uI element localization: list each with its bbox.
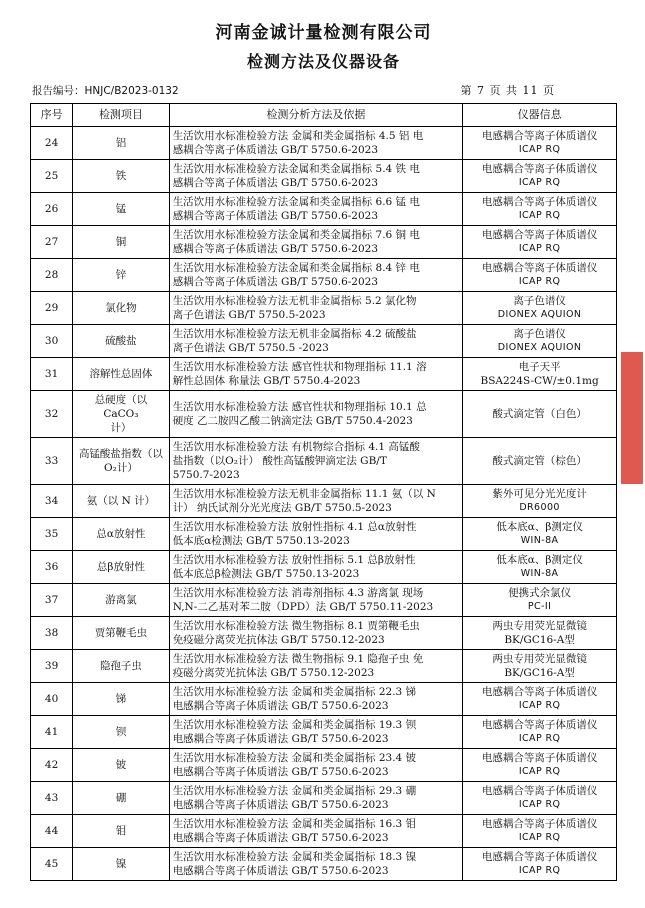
table-body: [31, 127, 617, 881]
text-line: ICAP RQ: [518, 766, 561, 777]
text-line: 锰: [115, 203, 127, 215]
text-line: 两虫专用荧光显微镜: [492, 653, 587, 665]
text-line: 生活饮用水标准检验方法无机非金属指标 4.2 硫酸盐: [172, 328, 417, 340]
test-item: [73, 127, 169, 160]
text-line: 盐指数（以O₂计） 酸性高锰酸钾滴定法 GB/T: [172, 455, 387, 467]
row-index: 41: [31, 716, 73, 749]
table-row: [31, 848, 617, 881]
text-line: 电感耦合等离子体质谱仪: [481, 719, 598, 731]
text-line: DIONEX AQUION: [497, 309, 582, 320]
text-line: 紫外可见分光光度计: [492, 488, 587, 500]
company-title: 河南金诚计量检测有限公司: [215, 23, 432, 43]
text-line: 铝: [115, 137, 127, 149]
text-line: WIN-8A: [520, 535, 559, 546]
text-line: ICAP RQ: [518, 210, 561, 221]
text-line: 生活饮用水标准检验方法 金属和类金属指标 19.3 钡: [172, 719, 417, 731]
table-row: [31, 716, 617, 749]
text-line: BK/GC16-A型: [504, 667, 575, 679]
test-method: [169, 518, 463, 551]
text-line: ICAP RQ: [518, 144, 561, 155]
text-line: 离子色谱法 GB/T 5750.5 -2023: [172, 342, 329, 354]
row-index: 35: [31, 518, 73, 551]
text-line: 氯化物: [105, 302, 137, 314]
text-line: 生活饮用水标准检验方法 微生物指标 8.1 贾第鞭毛虫: [172, 620, 420, 632]
red-seal-mark: [621, 352, 643, 484]
test-method: [169, 782, 463, 815]
row-index: 42: [31, 749, 73, 782]
text-line: 电感耦合等离子体质谱仪: [481, 851, 598, 863]
table-row: [31, 160, 617, 193]
text-line: ICAP RQ: [518, 799, 561, 810]
instrument-info: [463, 193, 617, 226]
text-line: 生活饮用水标准检验方法 微生物指标 9.1 隐孢子虫 免: [172, 653, 424, 665]
text-line: 免疫磁分离荧光抗体法 GB/T 5750.12-2023: [172, 634, 385, 646]
text-line: 镍: [115, 858, 127, 870]
test-item: [73, 160, 169, 193]
test-item: [73, 848, 169, 881]
row-index: 27: [31, 226, 73, 259]
text-line: 电感耦合等离子体质谱法 GB/T 5750.6-2023: [172, 799, 389, 811]
text-line: WIN-8A: [520, 568, 559, 579]
table-row: [31, 650, 617, 683]
text-line: 低本底α、β测定仪: [496, 554, 583, 566]
instrument-info: [463, 485, 617, 518]
test-item: [73, 193, 169, 226]
text-line: ICAP RQ: [518, 243, 561, 254]
text-line: 生活饮用水标准检验方法 金属和类金属指标 23.4 铍: [172, 752, 417, 764]
test-item: [73, 551, 169, 584]
text-line: 钼: [115, 825, 127, 837]
text-line: 感耦合等离子体质谱法 GB/T 5750.6-2023: [172, 243, 379, 255]
text-line: 电感耦合等离子体质谱法 GB/T 5750.6-2023: [172, 733, 389, 745]
instrument-info: [463, 160, 617, 193]
table-row: [31, 749, 617, 782]
test-item: [73, 749, 169, 782]
table-row: [31, 518, 617, 551]
text-line: 生活饮用水标准检验方法 消毒剂指标 4.3 游离氯 现场: [172, 587, 424, 599]
row-index: 45: [31, 848, 73, 881]
text-line: 疫磁分离荧光抗体法 GB/T 5750.12-2023: [172, 667, 375, 679]
text-line: ICAP RQ: [518, 177, 561, 188]
table-row: [31, 617, 617, 650]
table-row: [31, 127, 617, 160]
test-method: [169, 815, 463, 848]
text-line: 低本底α检测法 GB/T 5750.13-2023: [172, 535, 350, 547]
instrument-info: [463, 391, 617, 438]
table-row: [31, 193, 617, 226]
test-method: [169, 848, 463, 881]
row-index: 40: [31, 683, 73, 716]
text-line: 隐孢子虫: [99, 660, 142, 672]
instrument-info: [463, 551, 617, 584]
text-line: ICAP RQ: [518, 700, 561, 711]
text-line: 生活饮用水标准检验方法金属和类金属指标 8.4 锌 电: [172, 262, 420, 274]
text-line: 电感耦合等离子体质谱仪: [481, 229, 598, 241]
test-item: [73, 358, 169, 391]
text-line: 电感耦合等离子体质谱法 GB/T 5750.6-2023: [172, 865, 389, 877]
text-line: 生活饮用水标准检验方法 金属和类金属指标 29.3 硼: [172, 785, 417, 797]
row-index: 44: [31, 815, 73, 848]
column-header-instrument: 仪器信息: [463, 104, 617, 127]
text-line: 电感耦合等离子体质谱仪: [481, 130, 598, 142]
text-line: 锑: [115, 693, 127, 705]
text-line: 5750.7-2023: [172, 469, 240, 481]
row-index: 33: [31, 438, 73, 485]
test-item: [73, 226, 169, 259]
text-line: 溶解性总固体: [89, 368, 153, 380]
test-method: [169, 584, 463, 617]
text-line: 离子色谱法 GB/T 5750.5-2023: [172, 309, 326, 321]
instrument-info: [463, 325, 617, 358]
text-line: 生活饮用水标准检验方法 金属和类金属指标 4.5 铝 电: [172, 130, 424, 142]
test-item: [73, 617, 169, 650]
text-line: 电感耦合等离子体质谱仪: [481, 785, 598, 797]
text-line: BSA224S-CW/±0.1mg: [480, 375, 599, 387]
test-item: [73, 259, 169, 292]
test-item: [73, 518, 169, 551]
instrument-info: [463, 127, 617, 160]
test-method: [169, 259, 463, 292]
test-method: [169, 226, 463, 259]
test-item: [73, 716, 169, 749]
instrument-info: [463, 518, 617, 551]
row-index: 26: [31, 193, 73, 226]
text-line: 硬度 乙二胺四乙酸二钠滴定法 GB/T 5750.4-2023: [172, 415, 413, 427]
text-line: 计）: [110, 422, 132, 434]
text-line: 离子色谱仪: [513, 295, 566, 307]
text-line: 总β放射性: [96, 561, 145, 573]
test-method: [169, 716, 463, 749]
table-header-row: [31, 104, 617, 127]
table-row: [31, 358, 617, 391]
text-line: 生活饮用水标准检验方法金属和类金属指标 7.6 铜 电: [172, 229, 420, 241]
test-method: [169, 391, 463, 438]
table-row: [31, 391, 617, 438]
test-method: [169, 160, 463, 193]
column-header-method: 检测分析方法及依据: [169, 104, 463, 127]
text-line: 感耦合等离子体质谱法 GB/T 5750.6-2023: [172, 210, 379, 222]
row-index: 24: [31, 127, 73, 160]
text-line: N,N-二乙基对苯二胺（DPD）法 GB/T 5750.11-2023: [172, 601, 434, 613]
test-item: [73, 438, 169, 485]
text-line: DIONEX AQUION: [497, 342, 582, 353]
instrument-info: [463, 716, 617, 749]
text-line: 生活饮用水标准检验方法 放射性指标 5.1 总β放射性: [172, 554, 416, 566]
methods-table: [30, 103, 617, 881]
text-line: 生活饮用水标准检验方法金属和类金属指标 5.4 铁 电: [172, 163, 420, 175]
text-line: 生活饮用水标准检验方法 放射性指标 4.1 总α放射性: [172, 521, 417, 533]
table-row: [31, 584, 617, 617]
text-line: 计） 纳氏试剂分光光度法 GB/T 5750.5-2023: [172, 502, 392, 514]
text-line: 电感耦合等离子体质谱法 GB/T 5750.6-2023: [172, 832, 389, 844]
row-index: 39: [31, 650, 73, 683]
column-header-no: 序号: [31, 104, 73, 127]
row-index: 37: [31, 584, 73, 617]
instrument-info: [463, 292, 617, 325]
report-meta: [32, 84, 615, 98]
text-line: 低本底α、β测定仪: [496, 521, 583, 533]
text-line: 钡: [115, 726, 127, 738]
text-line: ICAP RQ: [518, 832, 561, 843]
test-method: [169, 485, 463, 518]
text-line: 氨（以 N 计）: [86, 495, 156, 507]
row-index: 31: [31, 358, 73, 391]
text-line: BK/GC16-A型: [504, 634, 575, 646]
text-line: 生活饮用水标准检验方法 金属和类金属指标 16.3 钼: [172, 818, 417, 830]
row-index: 25: [31, 160, 73, 193]
table-row: [31, 438, 617, 485]
text-line: 铍: [115, 759, 127, 771]
instrument-info: [463, 749, 617, 782]
text-line: 生活饮用水标准检验方法 金属和类金属指标 22.3 锑: [172, 686, 417, 698]
row-index: 34: [31, 485, 73, 518]
text-line: 生活饮用水标准检验方法 有机物综合指标 4.1 高锰酸: [172, 441, 420, 453]
column-header-item: 检测项目: [73, 104, 169, 127]
text-line: 硫酸盐: [105, 335, 137, 347]
test-method: [169, 292, 463, 325]
text-line: 电感耦合等离子体质谱仪: [481, 262, 598, 274]
test-item: [73, 650, 169, 683]
test-method: [169, 683, 463, 716]
test-method: [169, 358, 463, 391]
row-index: 36: [31, 551, 73, 584]
text-line: 生活饮用水标准检验方法无机非金属指标 5.2 氯化物: [172, 295, 417, 307]
text-line: 电感耦合等离子体质谱仪: [481, 196, 598, 208]
text-line: 硼: [115, 792, 127, 804]
text-line: 感耦合等离子体质谱法 GB/T 5750.6-2023: [172, 144, 379, 156]
text-line: 总α放射性: [96, 528, 146, 540]
instrument-info: [463, 617, 617, 650]
text-line: 铁: [115, 170, 127, 182]
text-line: 电感耦合等离子体质谱法 GB/T 5750.6-2023: [172, 766, 389, 778]
test-method: [169, 325, 463, 358]
text-line: 铜: [115, 236, 127, 248]
test-item: [73, 815, 169, 848]
text-line: 生活饮用水标准检验方法金属和类金属指标 6.6 锰 电: [172, 196, 420, 208]
test-item: [73, 782, 169, 815]
instrument-info: [463, 438, 617, 485]
test-item: [73, 325, 169, 358]
table-row: [31, 782, 617, 815]
table-row: [31, 485, 617, 518]
text-line: 锌: [115, 269, 127, 281]
text-line: 解性总固体 称量法 GB/T 5750.4-2023: [172, 375, 361, 387]
test-item: [73, 485, 169, 518]
text-line: 酸式滴定管（棕色）: [492, 455, 587, 467]
text-line: 生活饮用水标准检验方法无机非金属指标 11.1 氨（以 N: [172, 488, 436, 500]
text-line: PC-II: [527, 601, 552, 612]
test-item: [73, 683, 169, 716]
instrument-info: [463, 650, 617, 683]
text-line: ICAP RQ: [518, 733, 561, 744]
instrument-info: [463, 815, 617, 848]
page-number: 第 7 页 共 11 页: [460, 84, 555, 97]
row-index: 29: [31, 292, 73, 325]
text-line: DR6000: [519, 502, 560, 513]
text-line: 两虫专用荧光显微镜: [492, 620, 587, 632]
text-line: 电感耦合等离子体质谱法 GB/T 5750.6-2023: [172, 700, 389, 712]
instrument-info: [463, 584, 617, 617]
text-line: 生活饮用水标准检验方法 感官性状和物理指标 10.1 总: [172, 401, 427, 413]
text-line: 离子色谱仪: [513, 328, 566, 340]
test-method: [169, 749, 463, 782]
table-row: [31, 292, 617, 325]
test-item: [73, 584, 169, 617]
test-method: [169, 551, 463, 584]
text-line: 感耦合等离子体质谱法 GB/T 5750.6-2023: [172, 177, 379, 189]
text-line: 便携式余氯仪: [508, 587, 572, 599]
instrument-info: [463, 848, 617, 881]
text-line: 电感耦合等离子体质谱仪: [481, 752, 598, 764]
table-row: [31, 259, 617, 292]
text-line: 电子天平: [518, 361, 561, 373]
text-line: 游离氯: [105, 594, 137, 606]
text-line: ICAP RQ: [518, 276, 561, 287]
table-row: [31, 683, 617, 716]
row-index: 30: [31, 325, 73, 358]
row-index: 43: [31, 782, 73, 815]
test-method: [169, 127, 463, 160]
row-index: 38: [31, 617, 73, 650]
row-index: 28: [31, 259, 73, 292]
text-line: 生活饮用水标准检验方法 感官性状和物理指标 11.1 溶: [172, 361, 427, 373]
text-line: 电感耦合等离子体质谱仪: [481, 163, 598, 175]
table-row: [31, 815, 617, 848]
instrument-info: [463, 259, 617, 292]
page-title: 检测方法及仪器设备: [246, 52, 400, 71]
text-line: 生活饮用水标准检验方法 金属和类金属指标 18.3 镍: [172, 851, 417, 863]
instrument-info: [463, 683, 617, 716]
test-method: [169, 438, 463, 485]
instrument-info: [463, 226, 617, 259]
instrument-info: [463, 358, 617, 391]
report-number: 报告编号：HNJC/B2023-0132: [32, 85, 179, 97]
text-line: 总硬度（以 CaCO₃: [94, 394, 148, 420]
instrument-info: [463, 782, 617, 815]
text-line: 电感耦合等离子体质谱仪: [481, 686, 598, 698]
test-method: [169, 650, 463, 683]
text-line: 高锰酸盐指数（以: [78, 448, 163, 460]
text-line: 酸式滴定管（白色）: [492, 408, 587, 420]
table-row: [31, 226, 617, 259]
test-item: [73, 292, 169, 325]
text-line: 电感耦合等离子体质谱仪: [481, 818, 598, 830]
text-line: 感耦合等离子体质谱法 GB/T 5750.6-2023: [172, 276, 379, 288]
test-method: [169, 193, 463, 226]
test-method: [169, 617, 463, 650]
text-line: O₂计）: [104, 462, 138, 474]
row-index: 32: [31, 391, 73, 438]
table-row: [31, 325, 617, 358]
table-row: [31, 551, 617, 584]
text-line: 贾第鞭毛虫: [94, 627, 148, 639]
text-line: 低本底总β检测法 GB/T 5750.13-2023: [172, 568, 360, 580]
test-item: [73, 391, 169, 438]
text-line: ICAP RQ: [518, 865, 561, 876]
